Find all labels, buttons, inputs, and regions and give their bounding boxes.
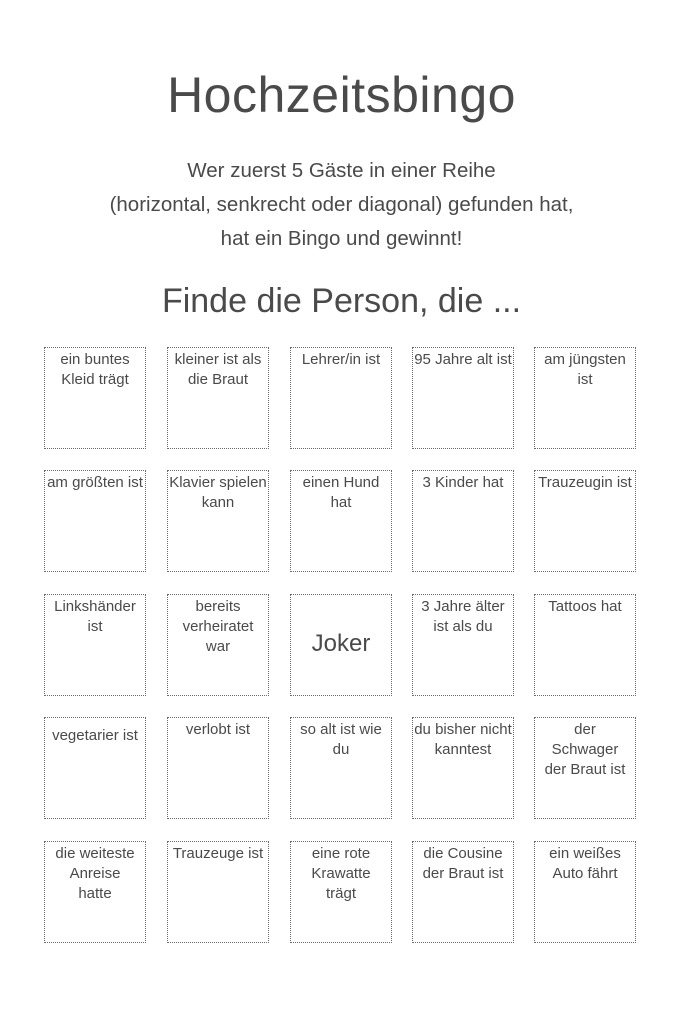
bingo-cell[interactable] xyxy=(412,347,514,449)
bingo-cell[interactable] xyxy=(290,717,392,819)
bingo-cell[interactable] xyxy=(44,347,146,449)
bingo-cell-label: 3 Jahre älter ist als du xyxy=(421,598,505,635)
bingo-cell[interactable] xyxy=(167,470,269,572)
subtitle: Finde die Person, die ... xyxy=(161,282,522,320)
bingo-cell-label: kleiner ist als die Braut xyxy=(174,351,262,388)
bingo-cell[interactable] xyxy=(167,594,269,696)
bingo-cell[interactable] xyxy=(534,470,636,572)
bingo-cell-label: vegetarier ist xyxy=(52,727,138,744)
bingo-cell-label: Tattoos hat xyxy=(548,598,622,615)
instructions-line: Wer zuerst 5 Gäste in einer Reihe xyxy=(187,159,496,182)
bingo-cell-label: die weiteste Anreise hatte xyxy=(55,845,135,902)
bingo-cell[interactable] xyxy=(167,347,269,449)
bingo-cell[interactable] xyxy=(412,470,514,572)
bingo-cell-label: du bisher nicht kanntest xyxy=(414,721,512,758)
instructions-line: (horizontal, senkrecht oder diagonal) gefunden hat, xyxy=(109,193,574,216)
bingo-cell-label: am größten ist xyxy=(47,474,143,491)
joker-cell[interactable] xyxy=(290,594,392,696)
bingo-cell-label: der Schwager der Braut ist xyxy=(544,721,626,778)
bingo-cell-label: ein weißes Auto fährt xyxy=(549,845,621,882)
bingo-cell[interactable] xyxy=(44,594,146,696)
bingo-cell[interactable] xyxy=(534,717,636,819)
bingo-cell[interactable] xyxy=(167,841,269,943)
bingo-cell[interactable] xyxy=(44,841,146,943)
bingo-cell[interactable] xyxy=(412,717,514,819)
bingo-cell-label: bereits verheiratet war xyxy=(182,598,254,655)
bingo-cell[interactable] xyxy=(412,841,514,943)
bingo-cell[interactable] xyxy=(290,470,392,572)
bingo-cell-label: Linkshänder ist xyxy=(54,598,136,635)
bingo-cell-label: die Cousine der Braut ist xyxy=(422,845,504,882)
bingo-cell[interactable] xyxy=(167,717,269,819)
bingo-cell[interactable] xyxy=(534,841,636,943)
bingo-cell-label: am jüngsten ist xyxy=(544,351,626,388)
joker-label: Joker xyxy=(311,630,371,657)
bingo-cell-label: Trauzeugin ist xyxy=(538,474,632,491)
bingo-cell-label: ein buntes Kleid trägt xyxy=(60,351,130,388)
bingo-cell-label: Klavier spielen kann xyxy=(169,474,267,511)
bingo-cell-label: verlobt ist xyxy=(185,721,251,738)
bingo-cell-label: 3 Kinder hat xyxy=(422,474,504,491)
bingo-cell[interactable] xyxy=(534,594,636,696)
bingo-cell[interactable] xyxy=(290,347,392,449)
bingo-cell[interactable] xyxy=(44,470,146,572)
bingo-cell-label: Lehrer/in ist xyxy=(301,351,381,368)
instructions xyxy=(0,154,683,256)
bingo-cell-label: eine rote Krawatte trägt xyxy=(311,845,371,902)
bingo-cell[interactable] xyxy=(534,347,636,449)
bingo-cell-label: 95 Jahre alt ist xyxy=(414,351,512,368)
page-title: Hochzeitsbingo xyxy=(167,67,516,123)
bingo-cell[interactable] xyxy=(44,717,146,819)
bingo-cell[interactable] xyxy=(290,841,392,943)
bingo-cell-label: Trauzeuge ist xyxy=(172,845,264,862)
bingo-cell-label: so alt ist wie du xyxy=(300,721,382,758)
bingo-cell-label: einen Hund hat xyxy=(302,474,380,511)
bingo-cell[interactable] xyxy=(412,594,514,696)
instructions-line: hat ein Bingo und gewinnt! xyxy=(220,227,463,250)
